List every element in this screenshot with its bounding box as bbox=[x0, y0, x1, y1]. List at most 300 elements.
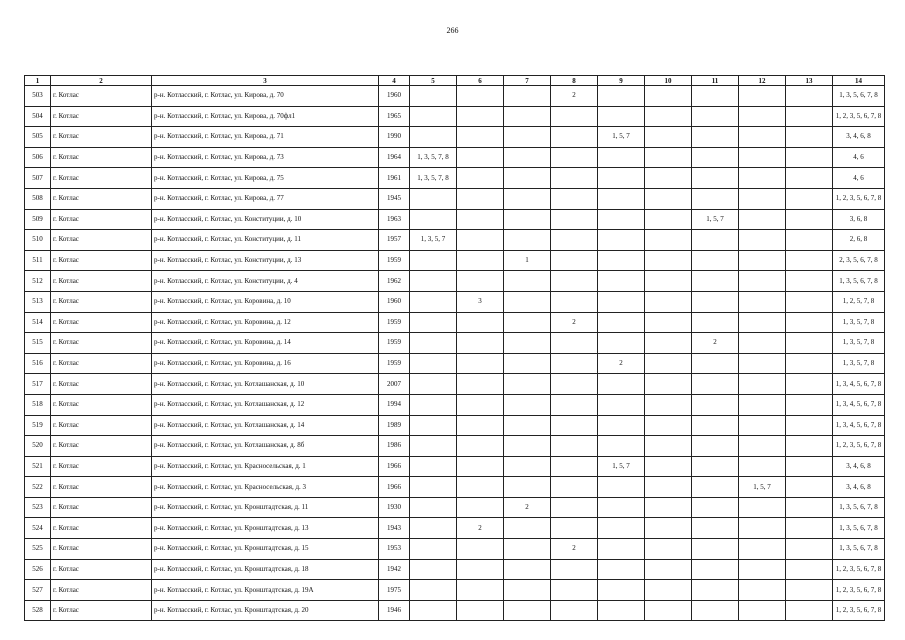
row-number: 521 bbox=[25, 456, 51, 477]
col-7-cell bbox=[504, 209, 551, 230]
col-5-cell: 1, 3, 5, 7, 8 bbox=[410, 168, 457, 189]
row-number: 518 bbox=[25, 394, 51, 415]
row-number: 519 bbox=[25, 415, 51, 436]
col-10-cell bbox=[645, 168, 692, 189]
address-cell: р-н. Котласский, г. Котлас, ул. Конституции, д. 4 bbox=[152, 271, 379, 292]
col-11-cell bbox=[692, 250, 739, 271]
col-10-cell bbox=[645, 188, 692, 209]
table-row bbox=[25, 106, 885, 127]
col-8-cell bbox=[551, 106, 598, 127]
row-number: 508 bbox=[25, 188, 51, 209]
col-10-cell bbox=[645, 436, 692, 457]
col-11-cell bbox=[692, 188, 739, 209]
col-12-cell bbox=[739, 271, 786, 292]
address-cell: р-н. Котласский, г. Котлас, ул. Красносельская, д. 3 bbox=[152, 477, 379, 498]
col-13-cell bbox=[786, 415, 833, 436]
col-12-cell bbox=[739, 415, 786, 436]
col-9-cell bbox=[598, 312, 645, 333]
col-14-cell: 1, 3, 5, 7, 8 bbox=[833, 312, 885, 333]
col-11-cell bbox=[692, 580, 739, 601]
address-cell: р-н. Котласский, г. Котлас, ул. Котлашанская, д. 12 bbox=[152, 394, 379, 415]
col-9-cell bbox=[598, 188, 645, 209]
col-5-cell bbox=[410, 436, 457, 457]
col-11-cell bbox=[692, 168, 739, 189]
col-9-cell bbox=[598, 436, 645, 457]
table-row bbox=[25, 497, 885, 518]
col-8-cell: 2 bbox=[551, 539, 598, 560]
col-7-cell bbox=[504, 147, 551, 168]
col-8-cell bbox=[551, 394, 598, 415]
col-5-cell bbox=[410, 497, 457, 518]
col-6-cell bbox=[457, 580, 504, 601]
col-5-cell bbox=[410, 580, 457, 601]
col-13-cell bbox=[786, 394, 833, 415]
row-number: 514 bbox=[25, 312, 51, 333]
address-cell: р-н. Котласский, г. Котлас, ул. Красноcельская, д. 1 bbox=[152, 456, 379, 477]
row-number: 507 bbox=[25, 168, 51, 189]
address-cell: р-н. Котласский, г. Котлас, ул. Котлашанская, д. 8б bbox=[152, 436, 379, 457]
col-8-cell bbox=[551, 600, 598, 621]
col-10-cell bbox=[645, 374, 692, 395]
col-10-cell bbox=[645, 497, 692, 518]
year-cell: 1957 bbox=[379, 230, 410, 251]
col-13-cell bbox=[786, 106, 833, 127]
col-5-cell bbox=[410, 291, 457, 312]
col-10-cell bbox=[645, 250, 692, 271]
year-cell: 1959 bbox=[379, 312, 410, 333]
table-row bbox=[25, 312, 885, 333]
col-7-cell bbox=[504, 127, 551, 148]
col-9-cell: 1, 5, 7 bbox=[598, 127, 645, 148]
col-10-cell bbox=[645, 333, 692, 354]
col-10-cell bbox=[645, 353, 692, 374]
col-6-cell bbox=[457, 168, 504, 189]
col-12-cell bbox=[739, 374, 786, 395]
col-8-cell bbox=[551, 291, 598, 312]
year-cell: 1960 bbox=[379, 291, 410, 312]
table-row bbox=[25, 456, 885, 477]
col-12-cell bbox=[739, 600, 786, 621]
col-12-cell bbox=[739, 127, 786, 148]
year-cell: 1966 bbox=[379, 456, 410, 477]
settlement-cell: г. Котлас bbox=[51, 188, 152, 209]
col-12-cell bbox=[739, 230, 786, 251]
column-header-9: 9 bbox=[598, 76, 645, 86]
col-8-cell bbox=[551, 333, 598, 354]
col-8-cell bbox=[551, 436, 598, 457]
col-5-cell bbox=[410, 394, 457, 415]
col-8-cell bbox=[551, 168, 598, 189]
col-14-cell: 1, 2, 3, 5, 6, 7, 8 bbox=[833, 559, 885, 580]
col-13-cell bbox=[786, 333, 833, 354]
col-6-cell bbox=[457, 333, 504, 354]
col-14-cell: 1, 3, 5, 6, 7, 8 bbox=[833, 497, 885, 518]
col-13-cell bbox=[786, 539, 833, 560]
table-row bbox=[25, 374, 885, 395]
table-row bbox=[25, 168, 885, 189]
col-11-cell bbox=[692, 374, 739, 395]
col-14-cell: 1, 2, 3, 5, 6, 7, 8 bbox=[833, 600, 885, 621]
year-cell: 2007 bbox=[379, 374, 410, 395]
address-cell: р-н. Котласский, г. Котлас, ул. Коровина, д. 14 bbox=[152, 333, 379, 354]
col-10-cell bbox=[645, 580, 692, 601]
col-9-cell bbox=[598, 559, 645, 580]
col-6-cell bbox=[457, 539, 504, 560]
col-5-cell bbox=[410, 415, 457, 436]
col-6-cell bbox=[457, 497, 504, 518]
col-14-cell: 3, 4, 6, 8 bbox=[833, 127, 885, 148]
col-14-cell: 1, 3, 5, 7, 8 bbox=[833, 333, 885, 354]
col-14-cell: 1, 3, 4, 5, 6, 7, 8 bbox=[833, 415, 885, 436]
col-9-cell bbox=[598, 415, 645, 436]
year-cell: 1962 bbox=[379, 271, 410, 292]
col-10-cell bbox=[645, 600, 692, 621]
col-10-cell bbox=[645, 106, 692, 127]
col-11-cell bbox=[692, 415, 739, 436]
col-8-cell bbox=[551, 188, 598, 209]
col-7-cell bbox=[504, 559, 551, 580]
col-7-cell bbox=[504, 518, 551, 539]
settlement-cell: г. Котлас bbox=[51, 312, 152, 333]
col-13-cell bbox=[786, 353, 833, 374]
col-7-cell: 1 bbox=[504, 250, 551, 271]
page-number: 266 bbox=[446, 26, 459, 35]
col-6-cell bbox=[457, 230, 504, 251]
row-number: 525 bbox=[25, 539, 51, 560]
col-6-cell: 2 bbox=[457, 518, 504, 539]
column-header-7: 7 bbox=[504, 76, 551, 86]
col-10-cell bbox=[645, 394, 692, 415]
year-cell: 1961 bbox=[379, 168, 410, 189]
col-5-cell bbox=[410, 209, 457, 230]
address-cell: р-н. Котласский, г. Котлас, ул. Конституции, д. 13 bbox=[152, 250, 379, 271]
settlement-cell: г. Котлас bbox=[51, 580, 152, 601]
row-number: 528 bbox=[25, 600, 51, 621]
col-11-cell: 1, 5, 7 bbox=[692, 209, 739, 230]
year-cell: 1959 bbox=[379, 353, 410, 374]
col-7-cell bbox=[504, 106, 551, 127]
settlement-cell: г. Котлас bbox=[51, 600, 152, 621]
col-14-cell: 1, 3, 4, 5, 6, 7, 8 bbox=[833, 374, 885, 395]
address-cell: р-н. Котласский, г. Котлас, ул. Кронштадтская, д. 20 bbox=[152, 600, 379, 621]
col-12-cell bbox=[739, 312, 786, 333]
col-6-cell bbox=[457, 456, 504, 477]
address-cell: р-н. Котласский, г. Котлас, ул. Котлашанская, д. 10 bbox=[152, 374, 379, 395]
row-number: 526 bbox=[25, 559, 51, 580]
year-cell: 1963 bbox=[379, 209, 410, 230]
col-8-cell bbox=[551, 127, 598, 148]
col-14-cell: 1, 3, 5, 6, 7, 8 bbox=[833, 518, 885, 539]
col-6-cell bbox=[457, 353, 504, 374]
col-11-cell bbox=[692, 127, 739, 148]
address-cell: р-н. Котласский, г. Котлас, ул. Конституции, д. 10 bbox=[152, 209, 379, 230]
col-11-cell bbox=[692, 600, 739, 621]
column-header-8: 8 bbox=[551, 76, 598, 86]
address-cell: р-н. Котласский, г. Котлас, ул. Кирова, д. 71 bbox=[152, 127, 379, 148]
col-14-cell: 2, 3, 5, 6, 7, 8 bbox=[833, 250, 885, 271]
row-number: 523 bbox=[25, 497, 51, 518]
col-6-cell bbox=[457, 250, 504, 271]
col-6-cell bbox=[457, 188, 504, 209]
col-9-cell bbox=[598, 333, 645, 354]
col-10-cell bbox=[645, 312, 692, 333]
col-13-cell bbox=[786, 559, 833, 580]
col-10-cell bbox=[645, 147, 692, 168]
col-13-cell bbox=[786, 209, 833, 230]
col-8-cell bbox=[551, 477, 598, 498]
settlement-cell: г. Котлас bbox=[51, 250, 152, 271]
row-number: 516 bbox=[25, 353, 51, 374]
col-12-cell bbox=[739, 518, 786, 539]
settlement-cell: г. Котлас bbox=[51, 436, 152, 457]
col-13-cell bbox=[786, 271, 833, 292]
year-cell: 1945 bbox=[379, 188, 410, 209]
col-10-cell bbox=[645, 291, 692, 312]
col-14-cell: 1, 3, 5, 7, 8 bbox=[833, 353, 885, 374]
col-8-cell bbox=[551, 518, 598, 539]
col-9-cell bbox=[598, 250, 645, 271]
row-number: 524 bbox=[25, 518, 51, 539]
year-cell: 1965 bbox=[379, 106, 410, 127]
col-14-cell: 1, 2, 3, 5, 6, 7, 8 bbox=[833, 188, 885, 209]
col-13-cell bbox=[786, 518, 833, 539]
col-7-cell bbox=[504, 477, 551, 498]
col-13-cell bbox=[786, 477, 833, 498]
col-12-cell bbox=[739, 188, 786, 209]
col-6-cell bbox=[457, 477, 504, 498]
col-5-cell bbox=[410, 477, 457, 498]
col-12-cell bbox=[739, 168, 786, 189]
year-cell: 1989 bbox=[379, 415, 410, 436]
col-10-cell bbox=[645, 539, 692, 560]
col-14-cell: 1, 3, 4, 5, 6, 7, 8 bbox=[833, 394, 885, 415]
settlement-cell: г. Котлас bbox=[51, 539, 152, 560]
col-6-cell bbox=[457, 127, 504, 148]
row-number: 505 bbox=[25, 127, 51, 148]
settlement-cell: г. Котлас bbox=[51, 147, 152, 168]
table-row bbox=[25, 127, 885, 148]
col-9-cell bbox=[598, 147, 645, 168]
col-5-cell bbox=[410, 518, 457, 539]
col-13-cell bbox=[786, 497, 833, 518]
settlement-cell: г. Котлас bbox=[51, 559, 152, 580]
col-8-cell bbox=[551, 147, 598, 168]
col-10-cell bbox=[645, 271, 692, 292]
col-9-cell: 2 bbox=[598, 353, 645, 374]
col-11-cell bbox=[692, 147, 739, 168]
settlement-cell: г. Котлас bbox=[51, 168, 152, 189]
col-10-cell bbox=[645, 559, 692, 580]
col-6-cell bbox=[457, 394, 504, 415]
settlement-cell: г. Котлас bbox=[51, 415, 152, 436]
address-cell: р-н. Котласский, г. Котлас, ул. Кронштадтская, д. 15 bbox=[152, 539, 379, 560]
col-14-cell: 3, 4, 6, 8 bbox=[833, 477, 885, 498]
settlement-cell: г. Котлас bbox=[51, 209, 152, 230]
col-12-cell bbox=[739, 209, 786, 230]
col-11-cell bbox=[692, 436, 739, 457]
col-12-cell: 1, 5, 7 bbox=[739, 477, 786, 498]
col-13-cell bbox=[786, 580, 833, 601]
col-11-cell bbox=[692, 477, 739, 498]
col-10-cell bbox=[645, 415, 692, 436]
col-14-cell: 1, 2, 3, 5, 6, 7, 8 bbox=[833, 436, 885, 457]
col-5-cell bbox=[410, 559, 457, 580]
settlement-cell: г. Котлас bbox=[51, 456, 152, 477]
col-7-cell bbox=[504, 353, 551, 374]
col-10-cell bbox=[645, 86, 692, 107]
col-8-cell bbox=[551, 456, 598, 477]
col-6-cell bbox=[457, 209, 504, 230]
settlement-cell: г. Котлас bbox=[51, 230, 152, 251]
col-6-cell bbox=[457, 312, 504, 333]
table-row bbox=[25, 415, 885, 436]
settlement-cell: г. Котлас bbox=[51, 518, 152, 539]
col-7-cell bbox=[504, 168, 551, 189]
settlement-cell: г. Котлас bbox=[51, 106, 152, 127]
col-9-cell: 1, 5, 7 bbox=[598, 456, 645, 477]
col-11-cell bbox=[692, 539, 739, 560]
col-8-cell bbox=[551, 250, 598, 271]
settlement-cell: г. Котлас bbox=[51, 127, 152, 148]
address-cell: р-н. Котласский, г. Котлас, ул. Кирова, д. 70 bbox=[152, 86, 379, 107]
col-6-cell bbox=[457, 559, 504, 580]
col-11-cell bbox=[692, 230, 739, 251]
address-cell: р-н. Котласский, г. Котлас, ул. Кирова, д. 75 bbox=[152, 168, 379, 189]
col-13-cell bbox=[786, 600, 833, 621]
col-12-cell bbox=[739, 539, 786, 560]
col-7-cell bbox=[504, 415, 551, 436]
col-10-cell bbox=[645, 127, 692, 148]
year-cell: 1990 bbox=[379, 127, 410, 148]
row-number: 512 bbox=[25, 271, 51, 292]
col-8-cell bbox=[551, 271, 598, 292]
settlement-cell: г. Котлас bbox=[51, 394, 152, 415]
year-cell: 1964 bbox=[379, 147, 410, 168]
col-9-cell bbox=[598, 477, 645, 498]
col-12-cell bbox=[739, 456, 786, 477]
col-5-cell bbox=[410, 374, 457, 395]
col-11-cell bbox=[692, 394, 739, 415]
col-11-cell: 2 bbox=[692, 333, 739, 354]
table-row bbox=[25, 86, 885, 107]
col-7-cell bbox=[504, 456, 551, 477]
col-14-cell: 2, 6, 8 bbox=[833, 230, 885, 251]
settlement-cell: г. Котлас bbox=[51, 291, 152, 312]
col-7-cell bbox=[504, 600, 551, 621]
table-row bbox=[25, 580, 885, 601]
col-14-cell: 1, 2, 3, 5, 6, 7, 8 bbox=[833, 580, 885, 601]
address-cell: р-н. Котласский, г. Котлас, ул. Коровина, д. 16 bbox=[152, 353, 379, 374]
col-13-cell bbox=[786, 456, 833, 477]
col-13-cell bbox=[786, 168, 833, 189]
col-7-cell bbox=[504, 394, 551, 415]
col-9-cell bbox=[598, 291, 645, 312]
table-row bbox=[25, 230, 885, 251]
address-cell: р-н. Котласский, г. Котлас, ул. Котлашанская, д. 14 bbox=[152, 415, 379, 436]
address-cell: р-н. Котласский, г. Котлас, ул. Кронштадтская, д. 19А bbox=[152, 580, 379, 601]
address-cell: р-н. Котласский, г. Котлас, ул. Кронштадтская, д. 13 bbox=[152, 518, 379, 539]
address-cell: р-н. Котласский, г. Котлас, ул. Кронштадтская, д. 18 bbox=[152, 559, 379, 580]
col-7-cell bbox=[504, 374, 551, 395]
col-11-cell bbox=[692, 518, 739, 539]
table-row bbox=[25, 271, 885, 292]
row-number: 504 bbox=[25, 106, 51, 127]
table-row bbox=[25, 518, 885, 539]
row-number: 513 bbox=[25, 291, 51, 312]
col-5-cell bbox=[410, 271, 457, 292]
col-12-cell bbox=[739, 580, 786, 601]
col-9-cell bbox=[598, 168, 645, 189]
col-13-cell bbox=[786, 291, 833, 312]
col-5-cell: 1, 3, 5, 7 bbox=[410, 230, 457, 251]
year-cell: 1943 bbox=[379, 518, 410, 539]
col-5-cell bbox=[410, 250, 457, 271]
year-cell: 1975 bbox=[379, 580, 410, 601]
table-row bbox=[25, 539, 885, 560]
col-13-cell bbox=[786, 312, 833, 333]
settlement-cell: г. Котлас bbox=[51, 497, 152, 518]
col-12-cell bbox=[739, 559, 786, 580]
col-6-cell bbox=[457, 271, 504, 292]
col-7-cell bbox=[504, 436, 551, 457]
settlement-cell: г. Котлас bbox=[51, 86, 152, 107]
col-8-cell bbox=[551, 559, 598, 580]
row-number: 522 bbox=[25, 477, 51, 498]
column-header-1: 1 bbox=[25, 76, 51, 86]
col-5-cell bbox=[410, 456, 457, 477]
table-row bbox=[25, 209, 885, 230]
column-header-2: 2 bbox=[51, 76, 152, 86]
year-cell: 1960 bbox=[379, 86, 410, 107]
column-header-11: 11 bbox=[692, 76, 739, 86]
col-12-cell bbox=[739, 291, 786, 312]
col-14-cell: 1, 2, 3, 5, 6, 7, 8 bbox=[833, 106, 885, 127]
address-cell: р-н. Котласский, г. Котлас, ул. Коровина, д. 10 bbox=[152, 291, 379, 312]
column-header-5: 5 bbox=[410, 76, 457, 86]
col-9-cell bbox=[598, 209, 645, 230]
col-9-cell bbox=[598, 271, 645, 292]
col-11-cell bbox=[692, 86, 739, 107]
row-number: 515 bbox=[25, 333, 51, 354]
col-5-cell bbox=[410, 539, 457, 560]
column-header-14: 14 bbox=[833, 76, 885, 86]
table-row bbox=[25, 147, 885, 168]
col-6-cell: 3 bbox=[457, 291, 504, 312]
col-12-cell bbox=[739, 86, 786, 107]
col-6-cell bbox=[457, 86, 504, 107]
col-5-cell bbox=[410, 127, 457, 148]
col-11-cell bbox=[692, 353, 739, 374]
col-7-cell bbox=[504, 188, 551, 209]
col-9-cell bbox=[598, 86, 645, 107]
col-13-cell bbox=[786, 147, 833, 168]
table-row bbox=[25, 600, 885, 621]
col-11-cell bbox=[692, 497, 739, 518]
col-8-cell: 2 bbox=[551, 86, 598, 107]
col-13-cell bbox=[786, 250, 833, 271]
col-11-cell bbox=[692, 291, 739, 312]
table-row bbox=[25, 188, 885, 209]
table-row bbox=[25, 333, 885, 354]
col-5-cell bbox=[410, 333, 457, 354]
table-body bbox=[25, 86, 885, 621]
col-9-cell bbox=[598, 394, 645, 415]
col-13-cell bbox=[786, 374, 833, 395]
col-8-cell bbox=[551, 230, 598, 251]
year-cell: 1986 bbox=[379, 436, 410, 457]
col-8-cell bbox=[551, 209, 598, 230]
table-row bbox=[25, 394, 885, 415]
